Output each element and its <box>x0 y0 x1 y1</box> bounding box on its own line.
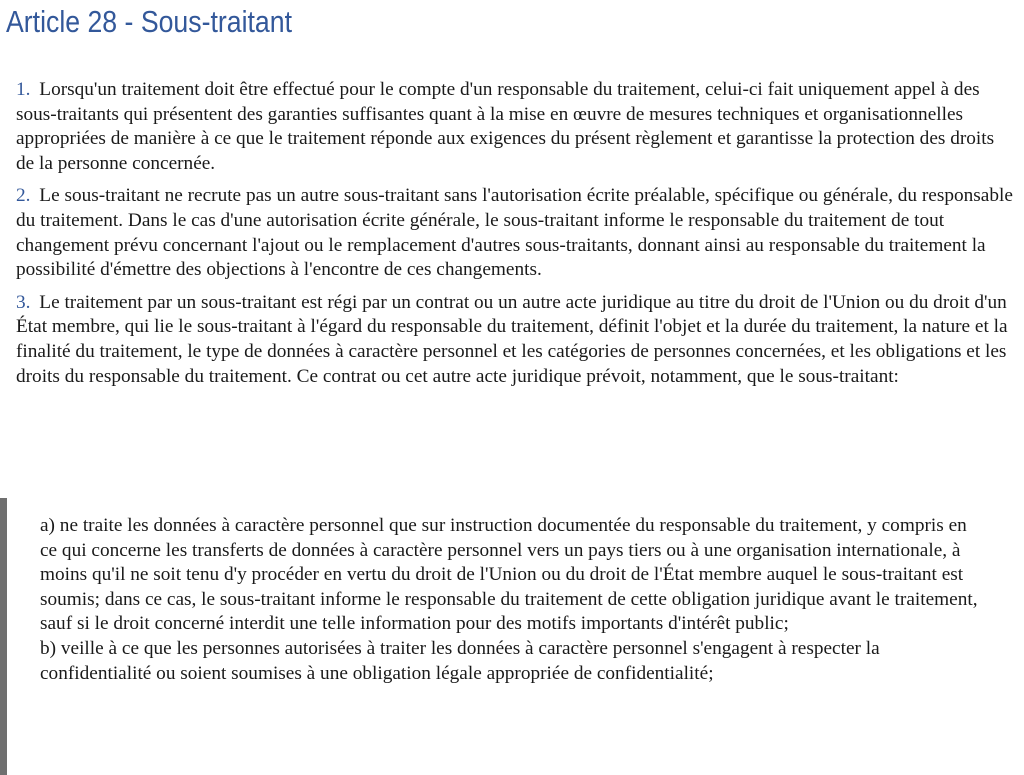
paragraph-text: Le sous-traitant ne recrute pas un autre sous-traitant sans l'autorisation écrite préalable, spécifique ou générale, du responsable du traitement. Dans le cas d'une autorisation écrite générale, le sous-traitant informe le responsable du traitement de tout changement prévu concernant l'ajout ou le remplacement d'autres sous-traitants, donnant ainsi au responsable du traitement la possibilité d'émettre des objections à l'encontre de ces changements. <box>16 185 1013 281</box>
paragraph-number: 2. <box>16 185 31 207</box>
points-list <box>40 514 985 686</box>
paragraph-3 <box>16 291 1016 389</box>
article-title: Article 28 - Sous-traitant <box>6 4 292 39</box>
article-body <box>16 78 1016 397</box>
paragraph-text: Lorsqu'un traitement doit être effectué pour le compte d'un responsable du traitement, celui-ci fait uniquement appel à des sous-traitants qui présentent des garanties suffisantes quant à la mise en œuvre de mesures techniques et organisationnelles appropriées de manière à ce que le traitement réponde aux exigences du présent règlement et garantisse la protection des droits de la personne concernée. <box>16 79 995 174</box>
paragraph-2 <box>16 184 1016 282</box>
paragraph-text: Le traitement par un sous-traitant est régi par un contrat ou un autre acte juridique au titre du droit de l'Union ou du droit d'un État membre, qui lie le sous-traitant à l'égard du responsable du traitement, définit l'objet et la durée du traitement, la nature et la finalité du traitement, le type de données à caractère personnel et les catégories de personnes concernées, et les obligations et les droits du responsable du traitement. Ce contrat ou cet autre acte juridique prévoit, notamment, que le sous-traitant: <box>16 291 1008 387</box>
points-blockquote <box>0 498 1024 775</box>
point-a: a) ne traite les données à caractère personnel que sur instruction documentée du responsable du traitement, y compris en ce qui concerne les transferts de données à caractère personnel vers un pays tiers ou à une organisation internationale, à moins qu'il ne soit tenu d'y procéder en vertu du droit de l'Union ou du droit de l'État membre auquel le sous-traitant est soumis; dans ce cas, le sous-traitant informe le responsable du traitement de cette obligation juridique avant le traitement, sauf si le droit concerné interdit une telle information pour des motifs importants d'intérêt public; <box>40 515 978 635</box>
paragraph-number: 1. <box>16 79 31 100</box>
point-b: b) veille à ce que les personnes autorisées à traiter les données à caractère personnel s'engagent à respecter la confidentialité ou soient soumises à une obligation légale appropriée de confidentialité; <box>40 637 880 684</box>
paragraph-1 <box>16 78 1016 176</box>
paragraph-number: 3. <box>16 291 31 313</box>
